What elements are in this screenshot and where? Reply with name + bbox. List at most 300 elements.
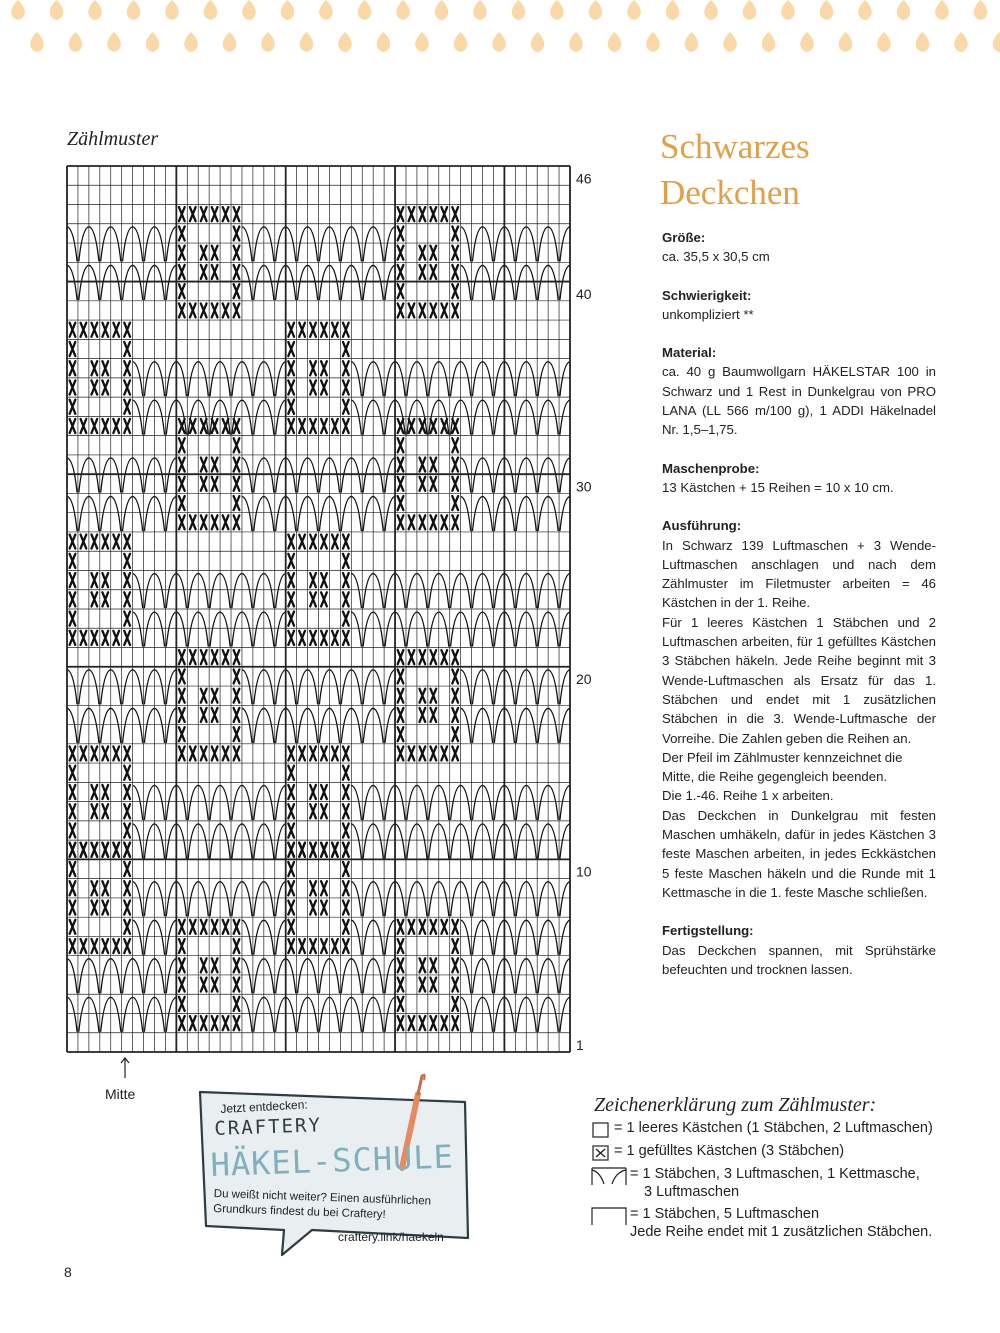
arch-stitch [111, 227, 133, 262]
filled-cell-x [179, 708, 185, 722]
filled-cell-x [223, 419, 229, 433]
arch-stitch [504, 959, 526, 994]
promo-intro: Jetzt entdecken: [220, 1097, 309, 1116]
arch-stitch [483, 227, 505, 262]
arch-stitch [286, 458, 308, 493]
filled-cell-x [441, 746, 447, 760]
arch-stitch [504, 824, 526, 859]
arch-stitch [461, 573, 483, 608]
arch-stitch [154, 265, 176, 300]
drop-bottom [723, 32, 737, 52]
arch-stitch [308, 496, 330, 531]
filled-cell-x [321, 535, 327, 549]
filled-cell-x [179, 939, 185, 953]
filled-cell-x [343, 881, 349, 895]
arch-stitch [373, 573, 395, 608]
drop-bottom [608, 32, 622, 52]
arch-stitch [264, 573, 286, 608]
filled-cell-x [179, 1016, 185, 1030]
arch-stitch [154, 959, 176, 994]
filled-cell-x [288, 342, 294, 356]
filled-cell-x [310, 535, 316, 549]
drop-top [512, 0, 526, 20]
filled-cell-x [299, 323, 305, 337]
arch-stitch [373, 612, 395, 647]
execution-text-2: Für 1 leeres Kästchen 1 Stäbchen und 2 Luftmaschen arbeiten, für 1 gefülltes Kästchen 3 Stäbchen häkeln. Jede Reihe beginnt mit 3 Wende-Luftmaschen als Ersatz für das 1. Stäbchen und endet mit 1 zusätzlichen Stäbchen in die 3. Wende-Luftmasche der Vorreihe. Die Zahlen geben die Reihen an. [662, 614, 936, 746]
filled-cell-x [420, 650, 426, 664]
arch-stitch [461, 458, 483, 493]
filled-cell-x [332, 419, 338, 433]
drop-top [127, 0, 141, 20]
arch-stitch [220, 573, 242, 608]
arch-stitch [395, 882, 417, 917]
filled-cell-x [212, 419, 218, 433]
filled-cell-x [288, 400, 294, 414]
arch-stitch [483, 882, 505, 917]
filled-cell-x [124, 901, 130, 915]
filled-cell-x [113, 535, 119, 549]
filled-cell-x [70, 535, 76, 549]
filled-cell-x [452, 477, 458, 491]
filled-cell-x [201, 477, 207, 491]
filled-cell-x [234, 284, 240, 298]
arch-stitch [242, 708, 264, 743]
filled-cell-x [234, 727, 240, 741]
filled-cell-x [124, 766, 130, 780]
filled-cell-x [223, 746, 229, 760]
filled-cell-x [223, 650, 229, 664]
arch-stitch [242, 265, 264, 300]
filled-cell-x [332, 535, 338, 549]
filled-cell-x [310, 361, 316, 375]
filled-cell-x [420, 708, 426, 722]
filled-cell-x [452, 515, 458, 529]
filled-cell-x [288, 901, 294, 915]
arch-stitch [220, 362, 242, 397]
filled-cell-x [398, 496, 404, 510]
filled-cell-x [234, 246, 240, 260]
drop-top [858, 0, 872, 20]
filled-cell-x [288, 862, 294, 876]
filled-cell-x [179, 727, 185, 741]
filled-cell-x [91, 380, 97, 394]
filled-cell-x [201, 419, 207, 433]
filled-cell-x [299, 746, 305, 760]
arch-stitch [242, 612, 264, 647]
filled-cell-x [452, 939, 458, 953]
arch-stitch [351, 708, 373, 743]
filled-cell-x [398, 265, 404, 279]
filled-cell-x [212, 920, 218, 934]
filled-cell-x [332, 746, 338, 760]
filled-cell-x [430, 265, 436, 279]
arch-stitch [176, 612, 198, 647]
arch-stitch [417, 400, 439, 435]
filled-cell-x [70, 823, 76, 837]
filled-cell-x [70, 785, 76, 799]
arch-stitch [483, 785, 505, 820]
arch-stitch [461, 496, 483, 531]
arch-stitch [373, 458, 395, 493]
filled-cell-x [113, 746, 119, 760]
size-text: ca. 35,5 x 30,5 cm [662, 249, 770, 265]
filled-cell-x [452, 226, 458, 240]
drop-top [88, 0, 102, 20]
drop-bottom [377, 32, 391, 52]
filled-cell-x [310, 939, 316, 953]
drop-bottom [69, 32, 83, 52]
filled-cell-x [102, 843, 108, 857]
filled-cell-x [343, 804, 349, 818]
filled-cell-x [70, 323, 76, 337]
filled-cell-x [70, 901, 76, 915]
filled-cell-x [332, 631, 338, 645]
filled-cell-x [452, 669, 458, 683]
filled-cell-x [124, 862, 130, 876]
filled-cell-x [234, 997, 240, 1011]
arch-stitch [373, 496, 395, 531]
arch-stitch [111, 496, 133, 531]
filled-cell-x [102, 746, 108, 760]
filled-cell-x [179, 207, 185, 221]
filled-cell-x [398, 746, 404, 760]
filled-cell-x [234, 650, 240, 664]
arch-stitch [264, 265, 286, 300]
arch-stitch [526, 785, 548, 820]
filled-cell-x [91, 573, 97, 587]
arch-stitch [439, 573, 461, 608]
filled-cell-x [70, 843, 76, 857]
execution-heading: Ausführung: [662, 518, 742, 534]
arch-stitch [154, 920, 176, 955]
filled-cell-x [91, 361, 97, 375]
filled-cell-x [299, 939, 305, 953]
arch-stitch [417, 824, 439, 859]
filled-cell-x [398, 978, 404, 992]
filled-cell-x [212, 650, 218, 664]
filled-cell-x [212, 708, 218, 722]
filled-cell-x [91, 785, 97, 799]
arch-stitch [133, 670, 155, 705]
arch-stitch [548, 612, 570, 647]
legend-arch-b: 3 Luftmaschen [644, 1184, 740, 1200]
filled-cell-x [321, 901, 327, 915]
filled-cell-x [190, 303, 196, 317]
filled-cell-x [343, 342, 349, 356]
arch-stitch [504, 882, 526, 917]
filled-cell-x [343, 862, 349, 876]
arch-stitch [439, 882, 461, 917]
filled-cell-x [234, 708, 240, 722]
filled-cell-x [190, 650, 196, 664]
arch-stitch [526, 400, 548, 435]
filled-cell-x [409, 515, 415, 529]
arch-stitch [264, 920, 286, 955]
filled-cell-x [179, 419, 185, 433]
filled-cell-x [452, 438, 458, 452]
arch-stitch [329, 670, 351, 705]
filled-cell-x [190, 207, 196, 221]
drop-top [550, 0, 564, 20]
arch-stitch [176, 882, 198, 917]
filled-cell-x [212, 477, 218, 491]
arch-stitch [198, 612, 220, 647]
filled-cell-x [234, 689, 240, 703]
filled-cell-x [452, 727, 458, 741]
filled-cell-x [124, 342, 130, 356]
drop-top [242, 0, 256, 20]
arch-stitch [504, 400, 526, 435]
filled-cell-x [398, 708, 404, 722]
filled-cell-x [201, 265, 207, 279]
filled-cell-x [179, 284, 185, 298]
filled-cell-x [190, 419, 196, 433]
drop-bottom [30, 32, 44, 52]
filled-cell-x [398, 689, 404, 703]
filled-cell-x [288, 361, 294, 375]
arch-stitch [329, 458, 351, 493]
filled-cell-x [190, 1016, 196, 1030]
filled-cell-x [343, 535, 349, 549]
filled-cell-x [288, 612, 294, 626]
filled-cell-x [91, 592, 97, 606]
filled-cell-x [81, 419, 87, 433]
filled-cell-x [234, 939, 240, 953]
arch-stitch [548, 265, 570, 300]
row-label: 30 [576, 478, 592, 495]
filled-cell-x [310, 746, 316, 760]
filled-cell-x [321, 631, 327, 645]
drop-top [935, 0, 949, 20]
arch-stitch [461, 227, 483, 262]
arch-stitch [89, 670, 111, 705]
arch-stitch [133, 997, 155, 1032]
filled-cell-x [124, 631, 130, 645]
material-text: ca. 40 g Baumwollgarn HÄKELSTAR 100 in Schwarz und 1 Rest in Dunkelgrau von PRO LANA (LL 566 m/100 g), 1 ADDI Häkelnadel Nr. 1,5–1,75. [662, 364, 936, 438]
filled-cell-x [234, 438, 240, 452]
arch-stitch [548, 785, 570, 820]
filled-cell-x [70, 419, 76, 433]
difficulty-heading: Schwierigkeit: [662, 287, 752, 303]
drop-top [974, 0, 988, 20]
arch-stitch [67, 227, 89, 262]
arch-stitch [308, 227, 330, 262]
arch-stitch [308, 458, 330, 493]
arch-stitch [504, 785, 526, 820]
arch-stitch [242, 997, 264, 1032]
drop-top [50, 0, 64, 20]
row-label: 20 [576, 671, 592, 688]
filled-cell-x [343, 920, 349, 934]
filled-cell-x [343, 323, 349, 337]
filled-cell-x [452, 496, 458, 510]
arch-stitch [504, 458, 526, 493]
filled-cell-x [409, 207, 415, 221]
arch-stitch [198, 824, 220, 859]
drop-top [319, 0, 333, 20]
arch-stitch [548, 997, 570, 1032]
arch-stitch [351, 959, 373, 994]
arch-stitch [176, 785, 198, 820]
filled-cell-x [299, 535, 305, 549]
filled-cell-x [288, 554, 294, 568]
filled-cell-x [179, 958, 185, 972]
filled-cell-x [452, 746, 458, 760]
arch-stitch [220, 400, 242, 435]
filled-cell-x [310, 843, 316, 857]
arch-stitch [373, 824, 395, 859]
arch-stitch [351, 265, 373, 300]
filled-cell-x [124, 939, 130, 953]
filled-cell-x [70, 766, 76, 780]
arch-stitch [548, 959, 570, 994]
arch-stitch [154, 573, 176, 608]
arch-stitch [395, 612, 417, 647]
filled-cell-x [343, 400, 349, 414]
filled-cell-x [288, 419, 294, 433]
filled-cell-x [124, 592, 130, 606]
filled-cell-x [201, 708, 207, 722]
filled-cell-x [124, 881, 130, 895]
filled-cell-x [70, 746, 76, 760]
filled-cell-x [102, 939, 108, 953]
filled-cell-x [201, 746, 207, 760]
center-label: Mitte [105, 1086, 136, 1102]
arch-stitch [504, 496, 526, 531]
arch-stitch [264, 708, 286, 743]
arch-stitch [417, 612, 439, 647]
drop-top [281, 0, 295, 20]
filled-cell-x [343, 843, 349, 857]
chart-title: Zählmuster [67, 128, 159, 150]
arch-stitch [242, 362, 264, 397]
arch-stitch [133, 496, 155, 531]
filled-cell-x [234, 207, 240, 221]
filled-cell-x [102, 592, 108, 606]
arch-stitch [526, 573, 548, 608]
arch-stitch [67, 997, 89, 1032]
arch-stitch [242, 573, 264, 608]
filled-cell-x [310, 901, 316, 915]
arch-stitch [264, 824, 286, 859]
arch-stitch [417, 573, 439, 608]
filled-cell-x [212, 746, 218, 760]
arch-stitch [373, 785, 395, 820]
arch-stitch [461, 920, 483, 955]
filled-cell-x [452, 207, 458, 221]
arch-stitch [351, 362, 373, 397]
arch-stitch [483, 362, 505, 397]
filled-cell-x [321, 804, 327, 818]
filled-cell-x [398, 997, 404, 1011]
arch-stitch [286, 997, 308, 1032]
filled-cell-x [420, 477, 426, 491]
filled-cell-x [81, 939, 87, 953]
promo-text: Du weißt nicht weiter? Einen ausführlichen Grundkurs findest du bei Craftery! [213, 1187, 432, 1222]
drop-top [473, 0, 487, 20]
arch-stitch [548, 362, 570, 397]
filled-cell-x [70, 843, 76, 857]
center-arrow-icon [118, 1056, 132, 1078]
filled-cell-x [398, 727, 404, 741]
drop-bottom [223, 32, 237, 52]
filled-cell-x [201, 246, 207, 260]
filled-cell-x [234, 958, 240, 972]
filled-cell-x [124, 920, 130, 934]
arch-stitch [504, 612, 526, 647]
bar-stitch-icon [590, 1206, 630, 1226]
filled-cell-x [409, 920, 415, 934]
filled-cell-x [102, 631, 108, 645]
filled-cell-x [91, 804, 97, 818]
filled-cell-x [299, 631, 305, 645]
filled-cell-x [343, 554, 349, 568]
arch-stitch [220, 785, 242, 820]
filled-cell-x [441, 515, 447, 529]
arch-stitch [548, 882, 570, 917]
filled-cell-x [288, 380, 294, 394]
drop-top [204, 0, 218, 20]
arch-stitch [264, 458, 286, 493]
filled-cell-x [179, 438, 185, 452]
filled-cell-x [212, 207, 218, 221]
arch-stitch [286, 496, 308, 531]
arch-stitch [308, 708, 330, 743]
drop-top [704, 0, 718, 20]
arch-stitch [373, 920, 395, 955]
row-label: 46 [576, 170, 592, 187]
arch-stitch [351, 882, 373, 917]
arch-stitch [461, 400, 483, 435]
filled-cell-x [299, 843, 305, 857]
filled-cell-x [310, 323, 316, 337]
arch-stitch [67, 708, 89, 743]
filled-cell-x [179, 746, 185, 760]
arch-stitch [176, 824, 198, 859]
filled-cell-x [234, 1016, 240, 1030]
arch-stitch [242, 920, 264, 955]
filled-cell-x [102, 804, 108, 818]
arch-stitch [351, 785, 373, 820]
filled-cell-x [91, 843, 97, 857]
filled-cell-x [81, 323, 87, 337]
filled-cell-x [343, 612, 349, 626]
filled-cell-x [343, 843, 349, 857]
filled-cell-x [234, 419, 240, 433]
filled-cell-x [91, 939, 97, 953]
arch-stitch [526, 227, 548, 262]
filled-cell-x [212, 958, 218, 972]
filled-cell-x [124, 419, 130, 433]
filled-cell-x [452, 958, 458, 972]
filled-cell-x [441, 1016, 447, 1030]
filled-cell-x [124, 573, 130, 587]
filled-cell-x [179, 458, 185, 472]
arch-stitch [111, 265, 133, 300]
arch-stitch [461, 882, 483, 917]
filled-cell-x [343, 419, 349, 433]
filled-cell-x [310, 419, 316, 433]
arch-stitch [264, 785, 286, 820]
filled-cell-x [70, 573, 76, 587]
arch-stitch [133, 882, 155, 917]
filled-cell-x [288, 843, 294, 857]
filled-cell-x [409, 419, 415, 433]
filled-cell-x [70, 939, 76, 953]
filled-cell-x [343, 631, 349, 645]
promo-link[interactable]: craftery.link/haekeln [338, 1230, 444, 1244]
filled-cell-x [420, 458, 426, 472]
